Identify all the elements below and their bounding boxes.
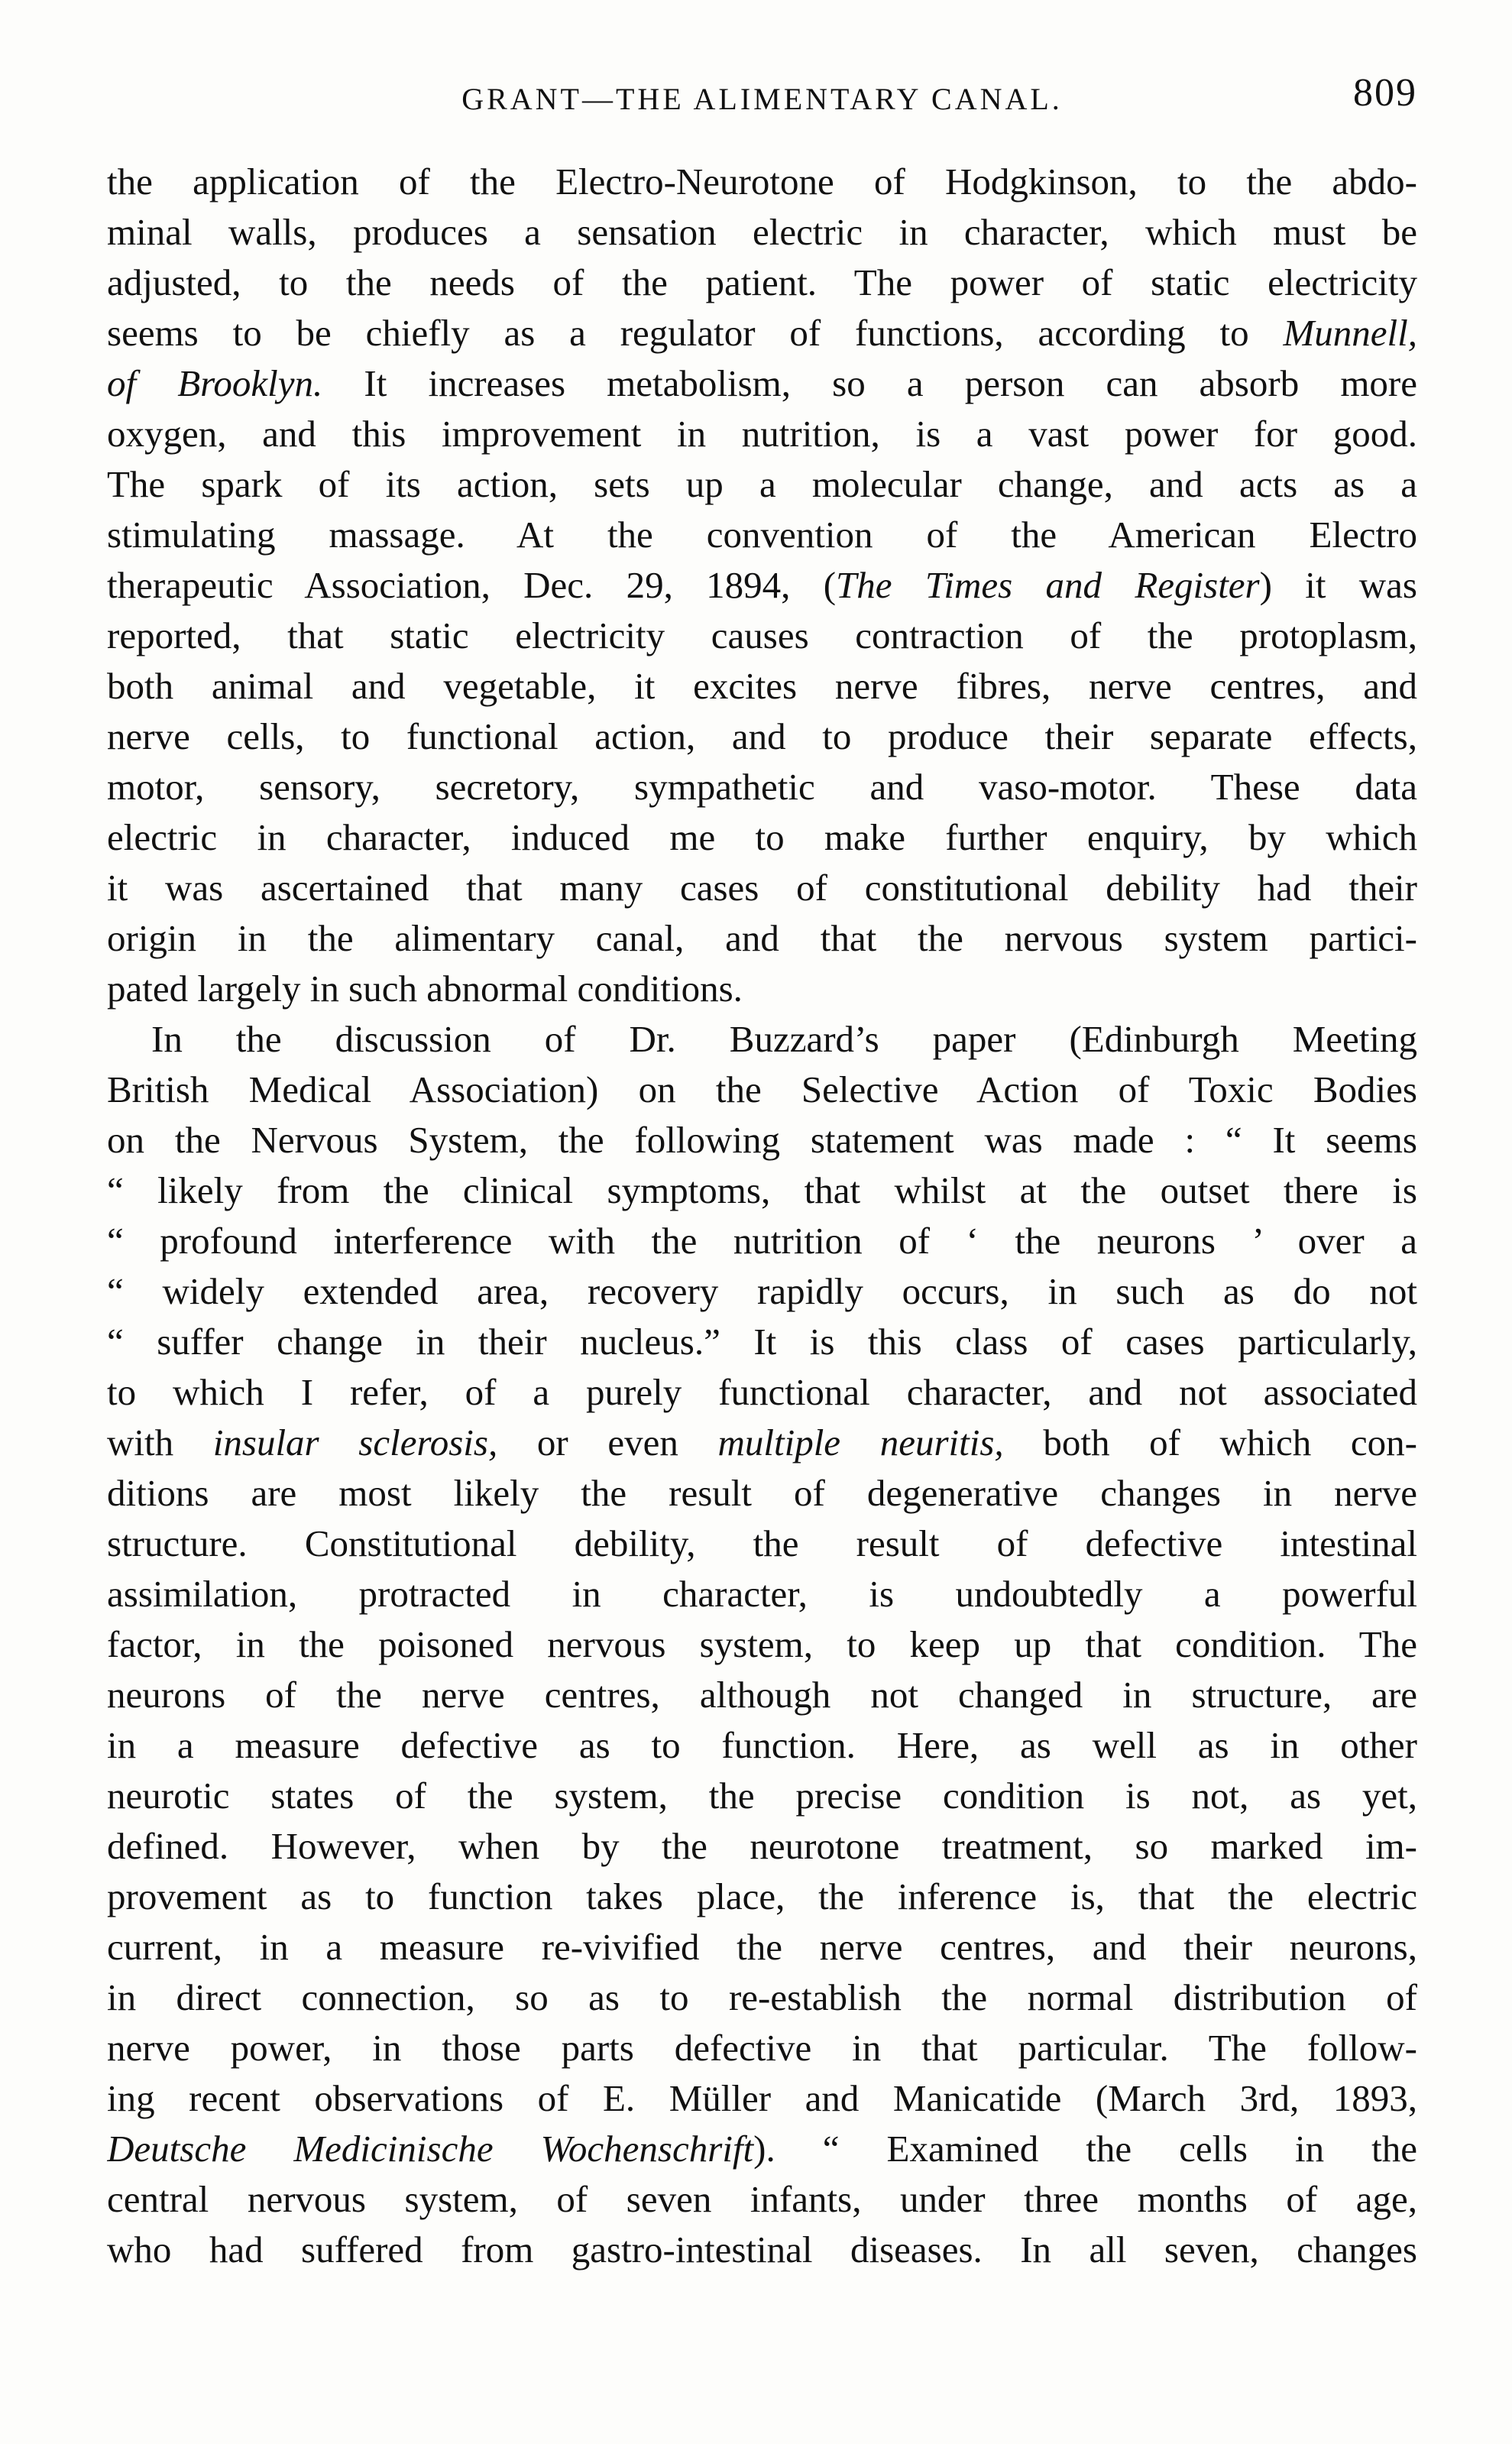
text-line	[107, 560, 1417, 611]
text-line	[107, 207, 1417, 258]
italic-text: insular sclerosis,	[212, 1421, 498, 1463]
text-line	[107, 1065, 1417, 1115]
text-segment: the application of the Electro-Neurotone of Hodgkinson, to the abdo-	[107, 160, 1417, 203]
text-line	[107, 308, 1417, 358]
italic-text: The Times and Register	[836, 564, 1260, 606]
text-segment: It increases metabolism, so a person can absorb more	[322, 362, 1417, 404]
text-line	[107, 409, 1417, 459]
text-line	[107, 762, 1417, 812]
text-segment: ) it was	[1259, 564, 1417, 606]
body-text	[107, 157, 1417, 2275]
text-line	[107, 964, 1417, 1014]
text-segment: ing recent observations of E. Müller and Manicatide (March 3rd, 1893,	[107, 2077, 1417, 2119]
text-line	[107, 1115, 1417, 1165]
text-segment: “ widely extended area, recovery rapidly occurs, in such as do not	[107, 1270, 1417, 1312]
italic-text: Munnell,	[1283, 312, 1417, 354]
text-segment: factor, in the poisoned nervous system, to keep up that condition. The	[107, 1623, 1417, 1665]
text-line	[107, 711, 1417, 762]
text-segment: provement as to function takes place, the inference is, that the electric	[107, 1875, 1417, 1917]
italic-text: of Brooklyn.	[107, 362, 323, 404]
text-segment: in direct connection, so as to re-establish the normal distribution of	[107, 1976, 1417, 2018]
text-segment: with	[107, 1421, 213, 1463]
text-segment: on the Nervous System, the following statement was made : “ It seems	[107, 1119, 1417, 1161]
text-segment: “ profound interference with the nutrition of ‘ the neurons ’ over a	[107, 1220, 1417, 1262]
text-line	[107, 459, 1417, 510]
text-segment: stimulating massage. At the convention of the American Electro	[107, 514, 1417, 556]
text-line	[107, 913, 1417, 964]
text-segment: nerve power, in those parts defective in that particular. The follow-	[107, 2027, 1417, 2069]
text-segment: motor, sensory, secretory, sympathetic and vaso-motor. These data	[107, 766, 1417, 808]
text-segment: neurons of the nerve centres, although not changed in structure, are	[107, 1674, 1417, 1716]
text-segment: defined. However, when by the neurotone treatment, so marked im-	[107, 1825, 1417, 1867]
text-line	[107, 510, 1417, 560]
text-segment: structure. Constitutional debility, the result of defective intestinal	[107, 1522, 1417, 1564]
text-segment: minal walls, produces a sensation electric in character, which must be	[107, 211, 1417, 253]
text-segment: therapeutic Association, Dec. 29, 1894, (	[107, 564, 837, 606]
text-segment: in a measure defective as to function. Here, as well as in other	[107, 1724, 1417, 1766]
text-segment: British Medical Association) on the Selective Action of Toxic Bodies	[107, 1068, 1417, 1110]
running-head: GRANT—THE ALIMENTARY CANAL.	[461, 82, 1063, 116]
text-line	[107, 2174, 1417, 2225]
text-line	[107, 1771, 1417, 1821]
text-line	[107, 2124, 1417, 2174]
text-segment: The spark of its action, sets up a molecular change, and acts as a	[107, 463, 1417, 505]
text-segment: In the discussion of Dr. Buzzard’s paper (Edinburgh Meeting	[151, 1018, 1417, 1060]
text-line	[107, 1367, 1417, 1418]
text-segment: adjusted, to the needs of the patient. The power of static electricity	[107, 261, 1417, 303]
text-line	[107, 1014, 1417, 1065]
text-segment: nerve cells, to functional action, and to produce their separate effects,	[107, 715, 1417, 757]
page-header	[107, 70, 1417, 131]
text-segment: “ suffer change in their nucleus.” It is this class of cases particularly,	[107, 1321, 1417, 1363]
text-line	[107, 863, 1417, 913]
text-line	[107, 661, 1417, 711]
text-line	[107, 1418, 1417, 1468]
text-line	[107, 1519, 1417, 1569]
text-segment: seems to be chiefly as a regulator of functions, according to	[107, 312, 1284, 354]
text-segment: pated largely in such abnormal conditions.	[107, 968, 743, 1010]
text-segment: it was ascertained that many cases of constitutional debility had their	[107, 867, 1417, 909]
text-line	[107, 1821, 1417, 1872]
text-segment: who had suffered from gastro-intestinal diseases. In all seven, changes	[107, 2228, 1417, 2271]
text-segment: electric in character, induced me to make further enquiry, by which	[107, 816, 1417, 858]
text-line	[107, 1972, 1417, 2023]
text-segment: origin in the alimentary canal, and that the nervous system partici-	[107, 917, 1417, 959]
italic-text: Deutsche Medicinische Wochenschrift	[107, 2128, 754, 2170]
text-line	[107, 157, 1417, 207]
text-segment: ). “ Examined the cells in the	[753, 2128, 1417, 2170]
text-line	[107, 611, 1417, 661]
text-line	[107, 1922, 1417, 1972]
text-line	[107, 258, 1417, 308]
text-segment: “ likely from the clinical symptoms, that whilst at the outset there is	[107, 1169, 1417, 1211]
text-line	[107, 1569, 1417, 1619]
text-line	[107, 1266, 1417, 1317]
text-segment: current, in a measure re-vivified the nerve centres, and their neurons,	[107, 1926, 1417, 1968]
text-line	[107, 2225, 1417, 2275]
text-segment: both of which con-	[1003, 1421, 1417, 1463]
text-line	[107, 1670, 1417, 1720]
text-line	[107, 1720, 1417, 1771]
text-segment: or even	[497, 1421, 718, 1463]
text-segment: oxygen, and this improvement in nutrition, is a vast power for good.	[107, 413, 1417, 455]
text-segment: central nervous system, of seven infants, under three months of age,	[107, 2178, 1417, 2220]
italic-text: multiple neuritis,	[717, 1421, 1004, 1463]
text-line	[107, 812, 1417, 863]
text-line	[107, 358, 1417, 409]
text-line	[107, 2023, 1417, 2073]
text-segment: reported, that static electricity causes contraction of the protoplasm,	[107, 614, 1417, 656]
text-line	[107, 1619, 1417, 1670]
text-segment: assimilation, protracted in character, is undoubtedly a powerful	[107, 1573, 1417, 1615]
page-number: 809	[1353, 71, 1417, 115]
text-segment: to which I refer, of a purely functional character, and not associated	[107, 1371, 1417, 1413]
text-segment: neurotic states of the system, the precise condition is not, as yet,	[107, 1775, 1417, 1817]
text-line	[107, 2073, 1417, 2124]
text-segment: ditions are most likely the result of degenerative changes in nerve	[107, 1472, 1417, 1514]
text-line	[107, 1165, 1417, 1216]
text-line	[107, 1317, 1417, 1367]
text-line	[107, 1872, 1417, 1922]
text-line	[107, 1468, 1417, 1519]
text-line	[107, 1216, 1417, 1266]
text-segment: both animal and vegetable, it excites nerve fibres, nerve centres, and	[107, 665, 1417, 707]
